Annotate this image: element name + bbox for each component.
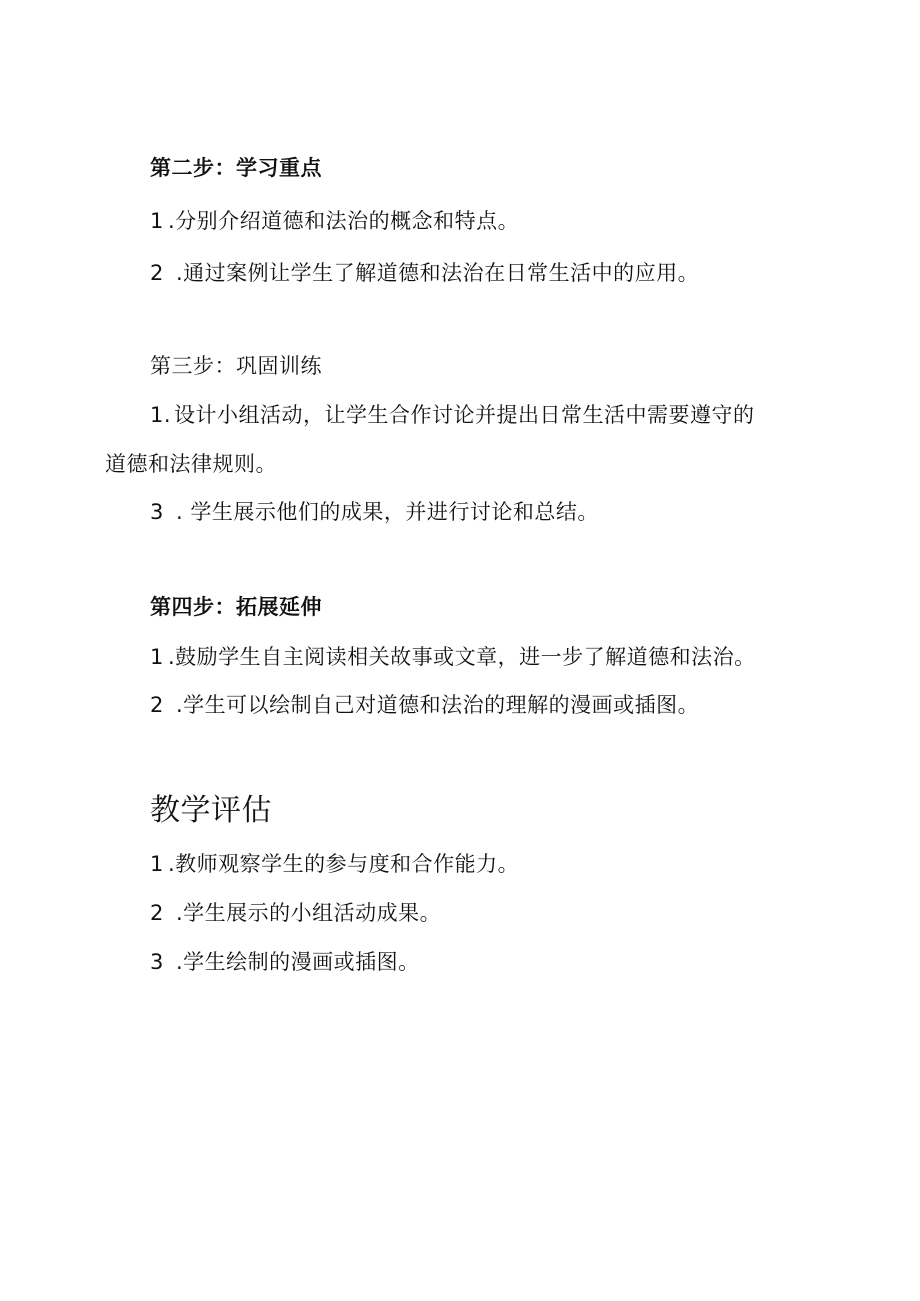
step2-item-1-text: .分别介绍道德和法治的概念和特点。 bbox=[168, 209, 520, 233]
step4-item-2 bbox=[150, 691, 699, 719]
step4-item-1 bbox=[150, 643, 756, 671]
step4-item-1-text: .鼓励学生自主阅读相关故事或文章，进一步了解道德和法治。 bbox=[168, 645, 756, 669]
step2-item-2 bbox=[150, 259, 699, 287]
step2-item-2-number: 2 bbox=[150, 261, 164, 285]
evaluation-item-2 bbox=[150, 899, 441, 927]
step2-heading: 第二步：学习重点 bbox=[150, 156, 322, 180]
step3-item-1-text: 设计小组活动，让学生合作讨论并提出日常生活中需要遵守的 bbox=[174, 403, 755, 427]
evaluation-item-2-text: .学生展示的小组活动成果。 bbox=[176, 901, 442, 925]
step3-item-2 bbox=[150, 498, 599, 526]
step4-item-2-text: .学生可以绘制自己对道德和法治的理解的漫画或插图。 bbox=[176, 693, 700, 717]
step3-item-1 bbox=[150, 401, 755, 429]
step3-heading: 第三步：巩固训练 bbox=[150, 354, 322, 378]
evaluation-item-3-number: 3 bbox=[150, 950, 164, 974]
evaluation-item-1 bbox=[150, 850, 519, 878]
evaluation-heading: 教学评估 bbox=[150, 793, 272, 828]
step3-item-2-text: . 学生展示他们的成果，并进行讨论和总结。 bbox=[176, 500, 599, 524]
step3-item-1-continuation: 道德和法律规则。 bbox=[105, 452, 277, 476]
step4-item-2-number: 2 bbox=[150, 693, 164, 717]
step2-item-1-number: 1 bbox=[150, 209, 164, 233]
step2-item-1 bbox=[150, 207, 519, 235]
step3-item-1-number: 1. bbox=[150, 403, 172, 427]
step4-item-1-number: 1 bbox=[150, 645, 164, 669]
evaluation-item-3-text: .学生绘制的漫画或插图。 bbox=[176, 950, 420, 974]
evaluation-item-2-number: 2 bbox=[150, 901, 164, 925]
step4-heading: 第四步：拓展延伸 bbox=[150, 595, 322, 619]
step2-item-2-text: .通过案例让学生了解道德和法治在日常生活中的应用。 bbox=[176, 261, 700, 285]
step3-item-2-number: 3 bbox=[150, 500, 164, 524]
evaluation-item-3 bbox=[150, 948, 420, 976]
evaluation-item-1-text: .教师观察学生的参与度和合作能力。 bbox=[168, 852, 520, 876]
evaluation-item-1-number: 1 bbox=[150, 852, 164, 876]
